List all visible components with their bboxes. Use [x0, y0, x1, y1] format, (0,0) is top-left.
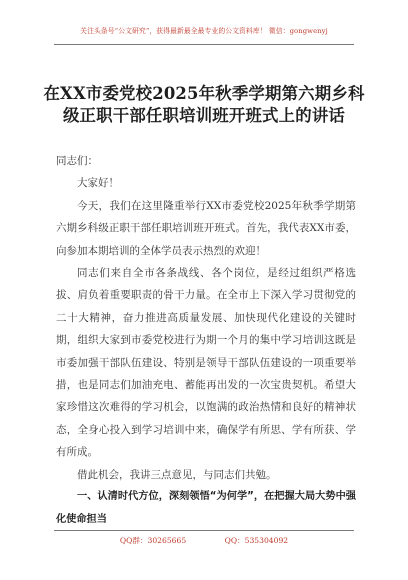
document-title: 在XX市委党校2025年秋季学期第六期乡科级正职干部任职培训班开班式上的讲话: [43, 84, 365, 125]
footer-qq: QQ：535304092: [224, 536, 289, 545]
paragraph-2: 同志们来自全市各条战线、各个岗位，是经过组织严格选拔、肩负着重要职责的骨干力量。在全市上下深入学习贯彻党的二十大精神，奋力推进高质量发展、加快现代化建设的关键时期，组织大家到市委党校进行为期一个月的集中学习培训这既是市委加强干部队伍建设、特别是领导干部队伍建设的一项重要举措，也是同志们加油充电、蓄能再出发的一次宝贵契机。希望大家珍惜这次难得的学习机会，以饱满的政治热情和良好的精神状态，全身心投入到学习培训中来，确保学有所思、学有所获、学有所成。: [56, 267, 356, 459]
footer-divider: [54, 530, 354, 531]
paragraph-3: 借此机会，我讲三点意见，与同志们共勉。: [77, 468, 277, 481]
salutation: 同志们：: [56, 155, 98, 167]
footer: [0, 535, 408, 546]
paragraph-1: 今天，我们在这里隆重举行XX市委党校2025年秋季学期第六期乡科级正职干部任职培训班开班式。首先，我代表XX市委，向参加本期培训的全体学员表示热烈的欢迎！: [56, 199, 356, 257]
greeting: 大家好！: [77, 177, 119, 190]
footer-qq-group: QQ群：30265665: [119, 536, 187, 545]
header-banner: 关注头条号“公文研究”，获得最新最全最专业的公文资料库！ 微信：gongwenyj: [80, 27, 328, 35]
document-body: [56, 150, 356, 531]
section-heading-1: 一、认清时代方位，深刻领悟“为何学”，在把握大局大势中强化使命担当: [56, 491, 356, 525]
header-divider: [54, 44, 354, 45]
